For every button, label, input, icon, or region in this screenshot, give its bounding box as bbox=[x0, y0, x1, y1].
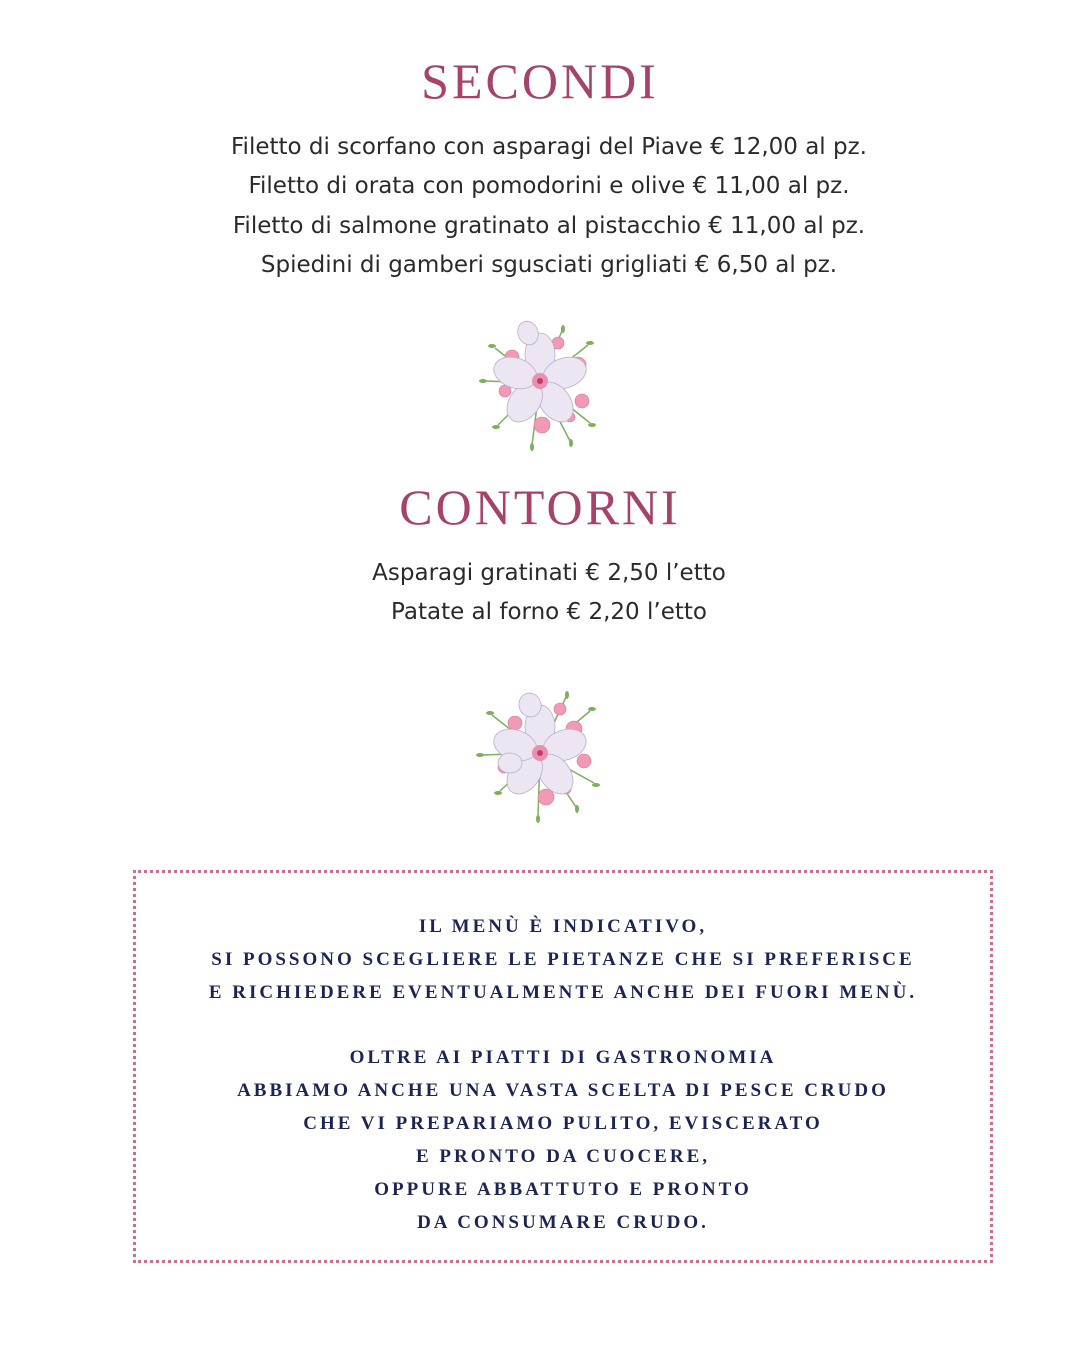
menu-item: Spiedini di gamberi sgusciati grigliati € 6,50 al pz. bbox=[260, 251, 838, 278]
section-title-secondi: SECONDI bbox=[421, 53, 659, 109]
floral-bouquet-icon bbox=[470, 313, 610, 453]
notice-line: SI POSSONO SCEGLIERE LE PIETANZE CHE SI PREFERISCE bbox=[211, 949, 915, 970]
menu-item: Filetto di orata con pomodorini e olive € 11,00 al pz. bbox=[248, 173, 850, 200]
menu-item: Patate al forno € 2,20 l’etto bbox=[391, 599, 707, 626]
notice-paragraph bbox=[136, 1041, 990, 1239]
notice-box bbox=[133, 870, 993, 1263]
secondi-list bbox=[0, 128, 1080, 285]
notice-line: IL MENÙ È INDICATIVO, bbox=[418, 916, 708, 937]
notice-line: OPPURE ABBATTUTO E PRONTO bbox=[374, 1179, 752, 1200]
notice-line: DA CONSUMARE CRUDO. bbox=[417, 1212, 709, 1233]
notice-line: OLTRE AI PIATTI DI GASTRONOMIA bbox=[349, 1047, 777, 1068]
notice-line: E RICHIEDERE EVENTUALMENTE ANCHE DEI FUORI MENÙ. bbox=[208, 982, 918, 1003]
section-title-contorni: CONTORNI bbox=[399, 479, 681, 535]
menu-item: Asparagi gratinati € 2,50 l’etto bbox=[372, 560, 726, 586]
contorni-list bbox=[0, 554, 1080, 633]
menu-item: Filetto di salmone gratinato al pistacchio € 11,00 al pz. bbox=[232, 212, 866, 239]
notice-line: E PRONTO DA CUOCERE, bbox=[415, 1146, 710, 1167]
menu-item: Filetto di scorfano con asparagi del Piave € 12,00 al pz. bbox=[231, 134, 867, 160]
notice-line: CHE VI PREPARIAMO PULITO, EVISCERATO bbox=[303, 1113, 823, 1134]
notice-line: ABBIAMO ANCHE UNA VASTA SCELTA DI PESCE CRUDO bbox=[237, 1080, 889, 1101]
notice-paragraph bbox=[136, 910, 990, 1009]
floral-bouquet-icon bbox=[470, 683, 610, 823]
